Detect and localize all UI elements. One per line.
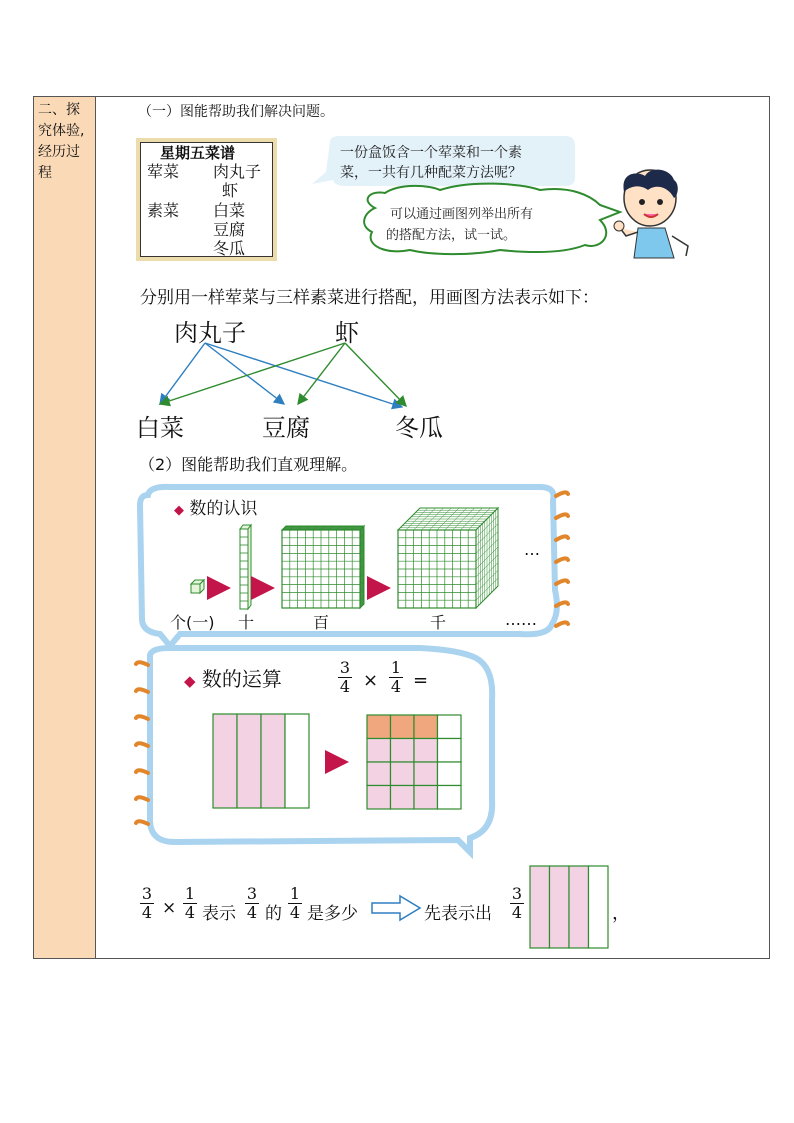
fraction [338,660,352,695]
fraction-column [213,714,237,808]
fraction-column [550,866,570,948]
side-line: 经历过 [38,144,80,160]
menu-veg-label: 素菜 [147,201,180,220]
unit-cube [191,580,204,593]
pairing-top-item: 肉丸子 [174,319,246,347]
menu-title: 星期五菜谱 [160,144,236,162]
menu-meat-label: 荤菜 [147,162,180,181]
pairing-sentence: 分别用一样荤菜与三样素菜进行搭配，用画图方法表示如下： [140,288,599,308]
times-sign: × [363,670,379,691]
fraction-cell [391,762,415,786]
hundred-flat [282,526,364,608]
numbers-title: 数的认识 [189,499,258,519]
numbers-title-row [174,494,257,519]
fraction: 3 4 [511,884,523,922]
fraction-numerator: 3 [339,658,351,677]
numbers-label: 十 [238,613,255,632]
menu-veg-item: 豆腐 [213,220,246,239]
fraction-column [285,714,309,808]
fraction-column [569,866,589,948]
numbers-ellipsis: …… [505,610,537,629]
hollow-arrow [372,896,420,920]
diamond-icon: ◆ [174,503,184,518]
section2-heading: （2）图能帮助我们直观理解。 [139,455,358,474]
fraction [389,660,403,695]
menu-veg-item: 冬瓜 [213,239,246,258]
numbers-label: 个(一) [170,613,215,632]
fraction-column [237,714,261,808]
fraction: 1 4 [184,884,196,922]
section1-heading: （一）图能帮助我们解决问题。 [138,104,334,120]
numbers-label: 千 [430,613,447,632]
pairing-bottom-item: 豆腐 [262,414,310,442]
bottom-comma: ， [612,903,630,924]
fraction-cell [391,786,415,810]
fraction-cell [438,786,462,810]
fraction-numerator: 1 [390,658,402,677]
menu-meat-item: 虾 [222,181,239,200]
menu-meat-item: 肉丸子 [213,162,262,181]
pairing-top-item: 虾 [335,319,359,347]
equals-sign: = [413,670,429,691]
fraction-cell [414,715,438,739]
bubble2-line1: 可以通过画图列举出所有 [390,207,534,222]
side-line: 二、探 [38,102,80,118]
fraction: 1 4 [289,884,301,922]
fraction-cell [414,786,438,810]
operations-title-row [184,663,282,692]
fraction: 3 4 [246,884,258,922]
bottom-text: 是多少 [307,904,358,924]
numbers-ellipsis: … [524,540,540,559]
fraction-cell [438,762,462,786]
fraction-cell [391,715,415,739]
side-line: 程 [38,165,52,181]
bubble1-line2: 菜，一共有几种配菜方法呢？ [340,165,522,181]
fraction: 3 4 [141,884,153,922]
diamond-icon: ◆ [184,672,196,690]
fraction-column [261,714,285,808]
bubble2-line2: 的搭配方法，试一试。 [386,228,517,243]
numbers-label: 百 [313,613,330,632]
ten-rod [240,525,251,609]
bottom-text: 的 [265,904,282,924]
fraction-cell [438,739,462,763]
fraction-cell [414,762,438,786]
fraction-column [589,866,609,948]
fraction-cell [367,786,391,810]
menu-veg-item: 白菜 [213,201,246,220]
fraction-cell [414,739,438,763]
fraction-cell [367,715,391,739]
pairing-bottom-item: 白菜 [136,414,184,442]
fraction-cell [438,715,462,739]
bottom-text: 表示 [202,904,236,924]
times-sign: × [162,898,177,918]
boy-illustration [614,170,688,258]
operations-hooks [136,662,148,824]
bubble1-line1: 一份盒饭含一个荤菜和一个素 [340,145,522,161]
fraction-cell [367,739,391,763]
operations-title: 数的运算 [201,667,282,691]
pairing-bottom-item: 冬瓜 [395,414,443,442]
pairing-arrows [160,343,406,407]
numbers-hooks [556,492,568,626]
fraction-cell [367,762,391,786]
bottom-text: 先表示出 [424,904,492,924]
fraction-denominator: 4 [339,677,351,696]
fraction-cell [391,739,415,763]
fraction-denominator: 4 [390,677,402,696]
thousand-cube [398,508,498,608]
fraction-column [530,866,550,948]
side-line: 究体验, [38,123,85,139]
